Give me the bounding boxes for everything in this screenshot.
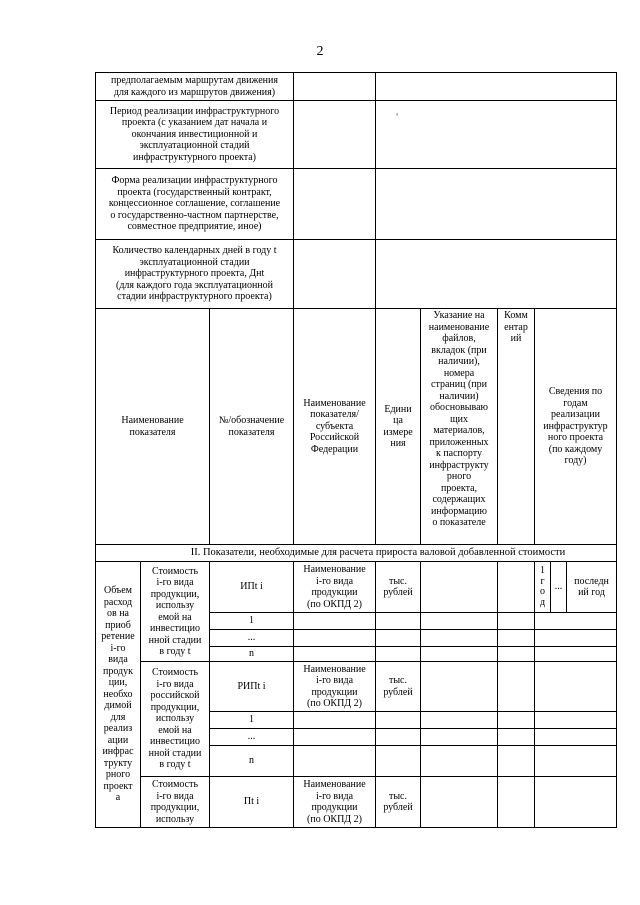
header-name: Наименование показателя [121, 415, 184, 438]
block2-row-ellipsis: ... [247, 731, 256, 743]
block1-row-ellipsis: ... [247, 632, 256, 644]
header-years: Сведения по годам реализации инфраструктур ного проекта (по каждому году) [543, 386, 608, 467]
block2-code: РИПt i [237, 680, 266, 692]
header-code: №/обозначение показателя [218, 415, 285, 438]
row-routes-label: предполагаемым маршрутам движения для каждого из маршрутов движения) [111, 75, 278, 98]
header-comment: Комм ентар ий [504, 310, 528, 344]
block3-code: Пt i [243, 796, 260, 808]
block2-row-1: 1 [249, 714, 254, 726]
block3-unit: тыс. рублей [383, 790, 413, 813]
section-title: II. Показатели, необходимые для расчета прироста валовой добавленной стоимости [190, 547, 566, 559]
year-ellipsis-col: ... [554, 581, 563, 593]
block1-desc: Стоимость i-го вида продукции, использу емой на инвестицио нной стадии в году t [148, 565, 202, 657]
header-unit: Едини ца измере ния [383, 403, 413, 449]
block2-row-n: n [249, 755, 254, 767]
header-files: Указание на наименование файлов, вкладок (при наличии), номера страниц (при наличии) обосновываю щих материалов, приложенных к паспорту инфраструкту рного проекта, содержащих информацию о показателе [428, 310, 490, 528]
year-last-col: последн ий год [574, 575, 609, 598]
block2-product: Наименование i-го вида продукции (по ОКПД 2) [303, 663, 366, 709]
group-label: Объем расход ов на приоб ретение i-го вида продук ции, необхо димой для реализ ации инфрас трукту рного проект а [101, 585, 135, 804]
header-subject: Наименование показателя/ субъекта Российской Федерации [303, 397, 366, 455]
block2-desc: Стоимость i-го вида российской продукции, использу емой на инвестицио нной стадии в году t [148, 667, 202, 771]
block3-product: Наименование i-го вида продукции (по ОКПД 2) [303, 779, 366, 825]
page-number: 2 [316, 44, 324, 59]
row-days-label: Количество календарных дней в году t эксплуатационной стадии инфраструктурного проекта, Днt (для каждого года эксплуатационной стадии инфраструктурного проекта) [112, 245, 277, 303]
row-form-label: Форма реализации инфраструктурного проекта (государственный контракт, концессионное соглашение, соглашение о государственно-частном партнерстве, совместное предприятие, иное) [108, 175, 281, 233]
block2-unit: тыс. рублей [383, 675, 413, 698]
block1-row-n: n [249, 648, 254, 660]
block1-unit: тыс. рублей [383, 575, 413, 598]
block1-code: ИПt i [240, 581, 263, 593]
year-first-col: 1 г о д [539, 565, 546, 608]
stray-mark: ' [396, 112, 398, 123]
block3-desc: Стоимость i-го вида продукции, использу [150, 779, 200, 825]
row-period-label: Период реализации инфраструктурного проекта (с указанием дат начала и окончания инвестиционной и эксплуатационной стадий инфраструктурного проекта) [109, 105, 280, 163]
block1-product: Наименование i-го вида продукции (по ОКПД 2) [303, 564, 366, 610]
block1-row-1: 1 [249, 615, 254, 627]
